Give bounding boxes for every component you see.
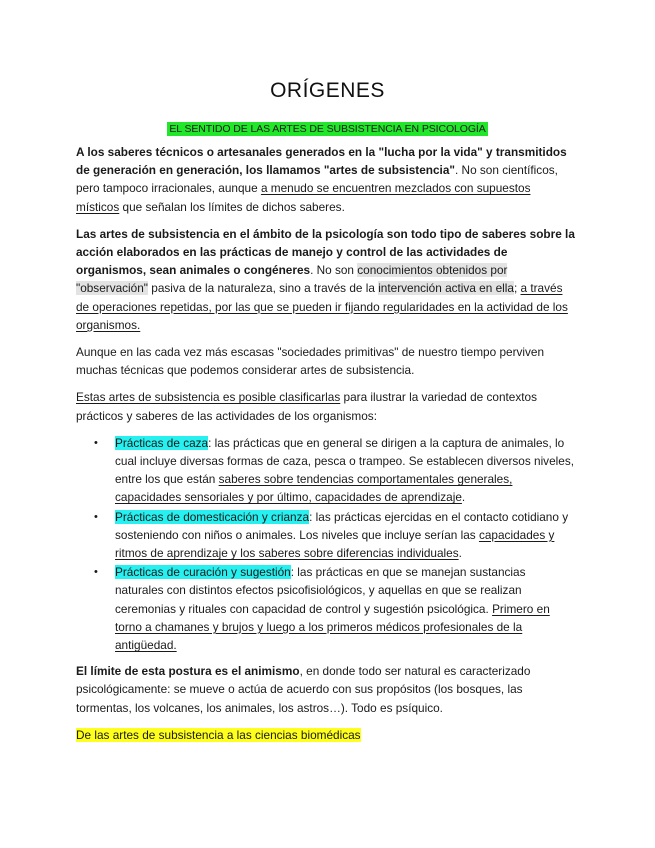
highlighted-term: Prácticas de domesticación y crianza [115, 509, 310, 524]
bold-text: El límite de esta postura es el animismo [76, 664, 300, 679]
bullet-icon: • [94, 436, 98, 449]
highlighted-term: Prácticas de caza [115, 435, 209, 450]
underlined-text: capacidades y ritmos de aprendizaje y los saberes sobre diferencias individuales [115, 527, 555, 561]
practices-list [76, 434, 575, 654]
underlined-text: Primero en torno a chamanes y brujos y luego a los primeros médicos profesionales de la antigüedad. [115, 601, 550, 653]
list-item: • Prácticas de caza: las prácticas que en general se dirigen a la captura de animales, lo cual incluye diversas formas de caza, pesca o trampeo. Se establecen diversos niveles, entre los que están saberes sobre tendencias comportamentales generales, capacidades sensoriales y por último, capacidades de aprendizaje. [94, 435, 575, 505]
highlighted-text: conocimientos obtenidos por "observación" [76, 263, 508, 296]
bullet-icon: • [94, 566, 98, 579]
paragraph-5: El límite de esta postura es el animismo, en donde todo ser natural es caracterizado psicológicamente: se mueve o actúa de acuerdo con sus propósitos (los bosques, las tormentas, los volcanes, los animales, los astros…). Todo es psíquico. [76, 664, 531, 715]
paragraph-2: Las artes de subsistencia en el ámbito de la psicología son todo tipo de saberes sobre la acción elaborados en las prácticas de manejo y control de las actividades de organismos, sean animales o congéneres. No son conocimientos obtenidos por "observación" pasiva de la naturaleza, sino a través de la intervención activa en ella; a través de operaciones repetidas, por las que se pueden ir fijando regularidades en la actividad de los organismos. [76, 226, 575, 332]
list-item: • Prácticas de domesticación y crianza: las prácticas ejercidas en el contacto cotidiano y sosteniendo con niños o animales. Los niveles que incluye serían las capacidades y ritmos de aprendizaje y los saberes sobre diferencias individuales. [94, 509, 569, 561]
bold-text: A los saberes técnicos o artesanales generados en la "lucha por la vida" y transmitidos de generación en generación, los llamamos "artes de subsistencia" [76, 145, 567, 178]
page-title: ORÍGENES [270, 79, 385, 102]
list-item: • Prácticas de curación y sugestión: las prácticas en que se manejan sustancias naturales con distintos efectos psicofisiológicos, y aquellas en que se realizan ceremonias y rituales con capacidad de control y sugestión psicológica. Primero en torno a chamanes y brujos y luego a los primeros médicos profesionales de la antigüedad. [94, 565, 550, 653]
paragraph-1: A los saberes técnicos o artesanales generados en la "lucha por la vida" y transmitidos de generación en generación, los llamamos "artes de subsistencia". No son científicos, pero tampoco irracionales, aunque a menudo se encuentren mezclados con supuestos místicos que señalan los límites de dichos saberes. [76, 145, 567, 214]
document-body [76, 143, 575, 753]
underlined-text: a menudo se encuentren mezclados con supuestos místicos [76, 181, 531, 214]
bullet-icon: • [94, 510, 98, 523]
paragraph-3: Aunque en las cada vez más escasas "sociedades primitivas" de nuestro tiempo perviven muchas técnicas que podemos considerar artes de subsistencia. [76, 345, 545, 378]
highlighted-text: intervención activa en ella [378, 281, 514, 296]
section-heading: De las artes de subsistencia a las ciencias biomédicas [76, 727, 361, 742]
underlined-text: a través de operaciones repetidas, por las que se pueden ir fijando regularidades en la actividad de los organismos. [76, 281, 568, 332]
section-heading-line [76, 726, 575, 744]
underlined-text: saberes sobre tendencias comportamentales generales, capacidades sensoriales y por último, capacidades de aprendizaje [115, 472, 513, 505]
underlined-text: Estas artes de subsistencia es posible clasificarlas [76, 390, 341, 405]
section-subtitle: EL SENTIDO DE LAS ARTES DE SUBSISTENCIA EN PSICOLOGÍA [169, 123, 486, 135]
bold-text: Las artes de subsistencia en el ámbito de la psicología son todo tipo de saberes sobre la acción elaborados en las prácticas de manejo y control de las actividades de organismos, sean animales o congéneres [76, 226, 575, 278]
highlighted-term: Prácticas de curación y sugestión [115, 565, 291, 580]
paragraph-4: Estas artes de subsistencia es posible clasificarlas para ilustrar la variedad de contextos prácticos y saberes de las actividades de los organismos: [76, 390, 537, 423]
